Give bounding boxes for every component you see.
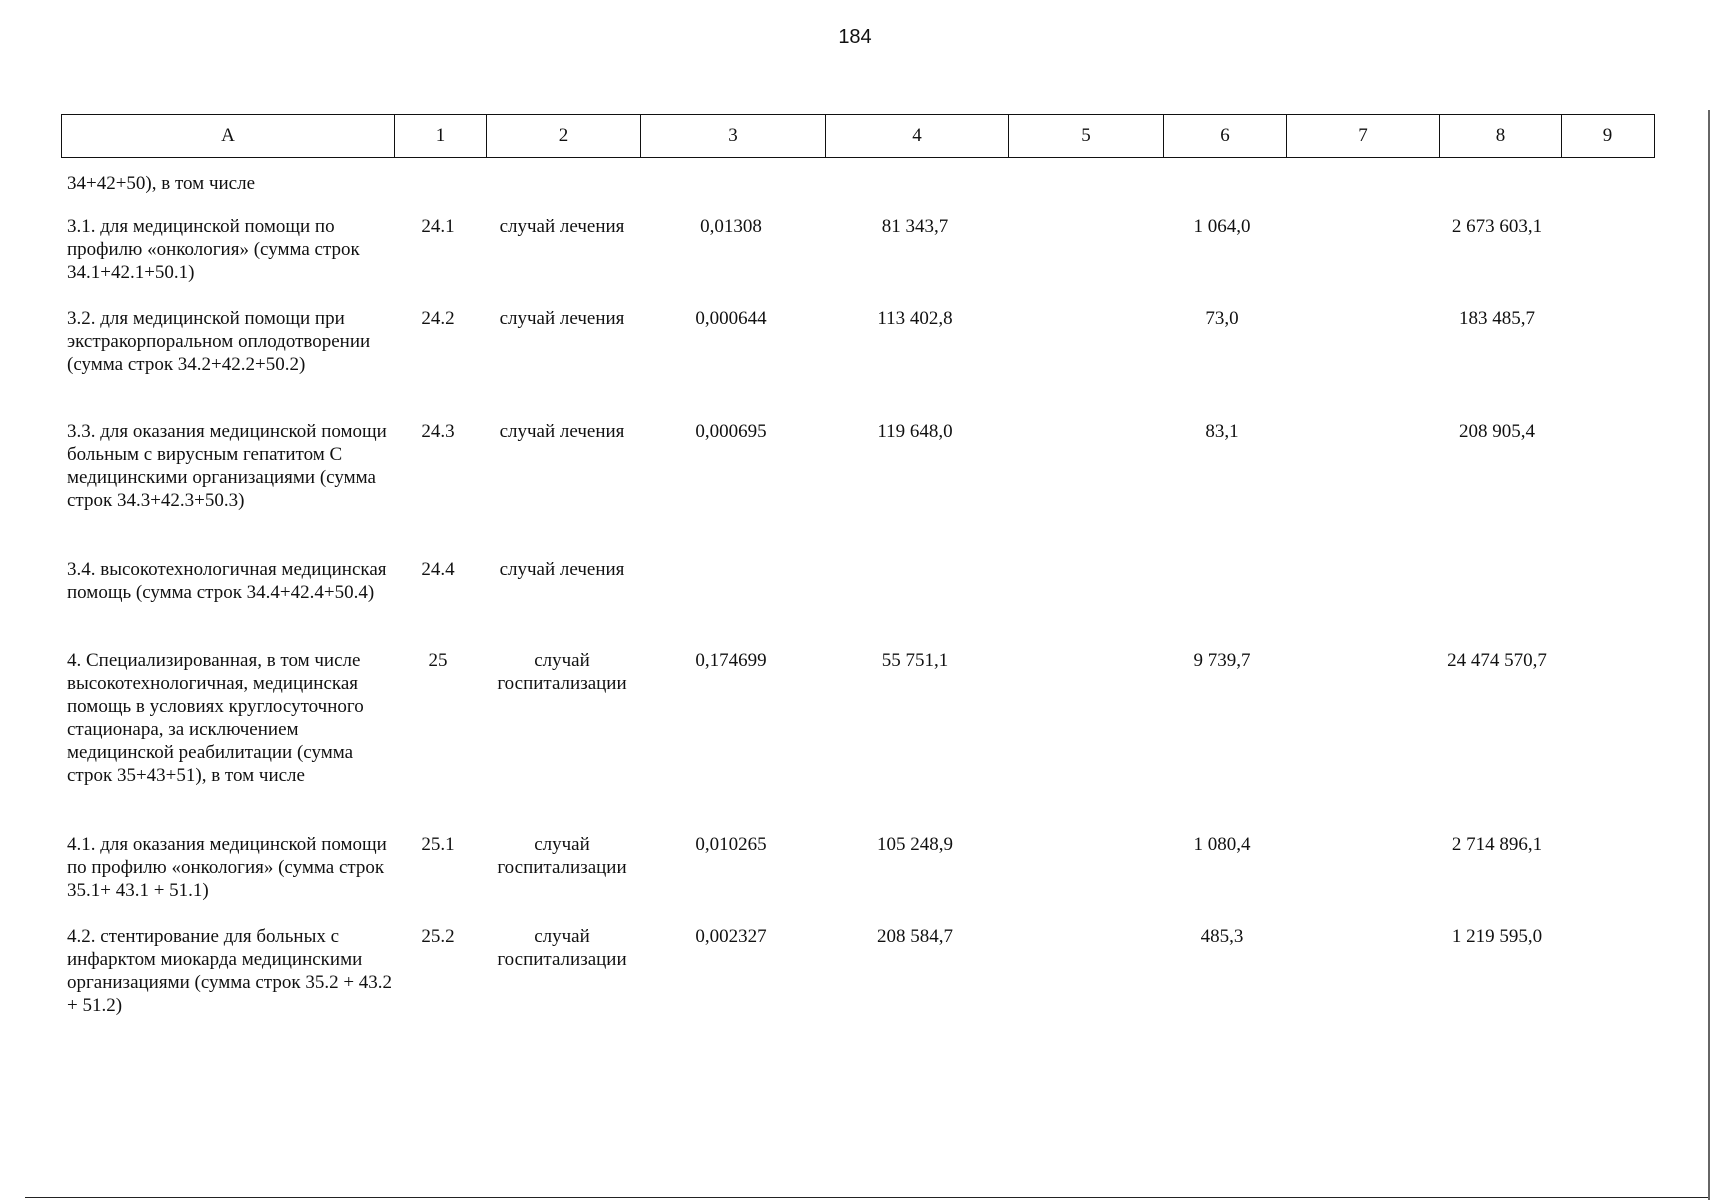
row-number: 24.3 [421,421,455,442]
row-name: 3.4. высокотехнологичная медицинская помощь (сумма строк 34.4+42.4+50.4) [67,559,387,603]
header-cell-8: 8 [1440,115,1562,157]
row-unit: случай госпитализации [497,926,627,970]
row-value-col3: 0,174699 [695,650,767,671]
row-number: 25 [428,650,448,671]
row-value-col4: 55 751,1 [881,650,949,671]
row-name: 4.2. стентирование для больных с инфарктом миокарда медицинскими организациями (сумма строк 35.2 + 43.2 + 51.2) [67,926,393,1016]
row-unit: случай лечения [499,559,625,580]
header-cell-9: 9 [1602,125,1613,146]
page-number: 184 [838,26,872,48]
row-value-col8: 2 714 896,1 [1451,834,1543,855]
row-value-col3: 0,01308 [700,216,762,237]
row-value-col8: 24 474 570,7 [1447,650,1547,671]
row-value-col4: 113 402,8 [877,308,953,329]
table-header-row [61,114,1655,158]
row-name: 34+42+50), в том числе [67,173,256,194]
row-value-col8: 183 485,7 [1459,308,1535,329]
row-name: 3.2. для медицинской помощи при экстракорпоральном оплодотворении (сумма строк 34.2+42.2+50.2) [67,308,371,375]
row-value-col3: 0,010265 [695,834,767,855]
row-value-col6: 9 739,7 [1193,650,1251,671]
row-value-col4: 208 584,7 [877,926,953,947]
row-value-col3: 0,000644 [695,308,767,329]
row-unit: случай лечения [499,308,625,329]
row-value-col4: 105 248,9 [877,834,953,855]
header-cell-2: 2 [487,115,641,157]
row-value-col3: 0,002327 [695,926,767,947]
header-cell-6: 6 [1164,115,1287,157]
row-name: 4.1. для оказания медицинской помощи по профилю «онкология» (сумма строк 35.1+ 43.1 + 51.1) [67,834,387,901]
header-cell-5: 5 [1009,115,1164,157]
page-bottom-rule [25,1197,1710,1198]
row-number: 25.2 [421,926,455,947]
row-value-col6: 485,3 [1200,926,1244,947]
header-cell-4: 4 [826,115,1009,157]
row-value-col8: 2 673 603,1 [1451,216,1543,237]
row-value-col3: 0,000695 [695,421,767,442]
row-value-col6: 1 064,0 [1193,216,1251,237]
row-number: 24.1 [421,216,455,237]
row-unit: случай лечения [499,216,625,237]
row-number: 24.4 [421,559,455,580]
row-name: 4. Специализированная, в том числе высокотехнологичная, медицинская помощь в условиях круглосуточного стационара, за исключением медицинской реабилитации (сумма строк 35+43+51), в том числе [67,650,364,786]
row-unit: случай госпитализации [497,650,627,694]
header-cell-1: 1 [395,115,487,157]
row-name: 3.3. для оказания медицинской помощи больным с вирусным гепатитом С медицинскими организациями (сумма строк 34.3+42.3+50.3) [67,421,387,511]
row-name: 3.1. для медицинской помощи по профилю «онкология» (сумма строк 34.1+42.1+50.1) [67,216,360,283]
row-value-col6: 83,1 [1205,421,1239,442]
row-value-col4: 81 343,7 [881,216,949,237]
row-value-col4: 119 648,0 [877,421,953,442]
row-value-col8: 208 905,4 [1459,421,1535,442]
row-unit: случай госпитализации [497,834,627,878]
header-cell-a: А [62,115,395,157]
row-number: 25.1 [421,834,455,855]
header-cell-3: 3 [641,115,826,157]
row-number: 24.2 [421,308,455,329]
row-value-col6: 1 080,4 [1193,834,1251,855]
row-unit: случай лечения [499,421,625,442]
row-value-col8: 1 219 595,0 [1451,926,1543,947]
header-cell-7: 7 [1287,115,1440,157]
row-value-col6: 73,0 [1205,308,1239,329]
